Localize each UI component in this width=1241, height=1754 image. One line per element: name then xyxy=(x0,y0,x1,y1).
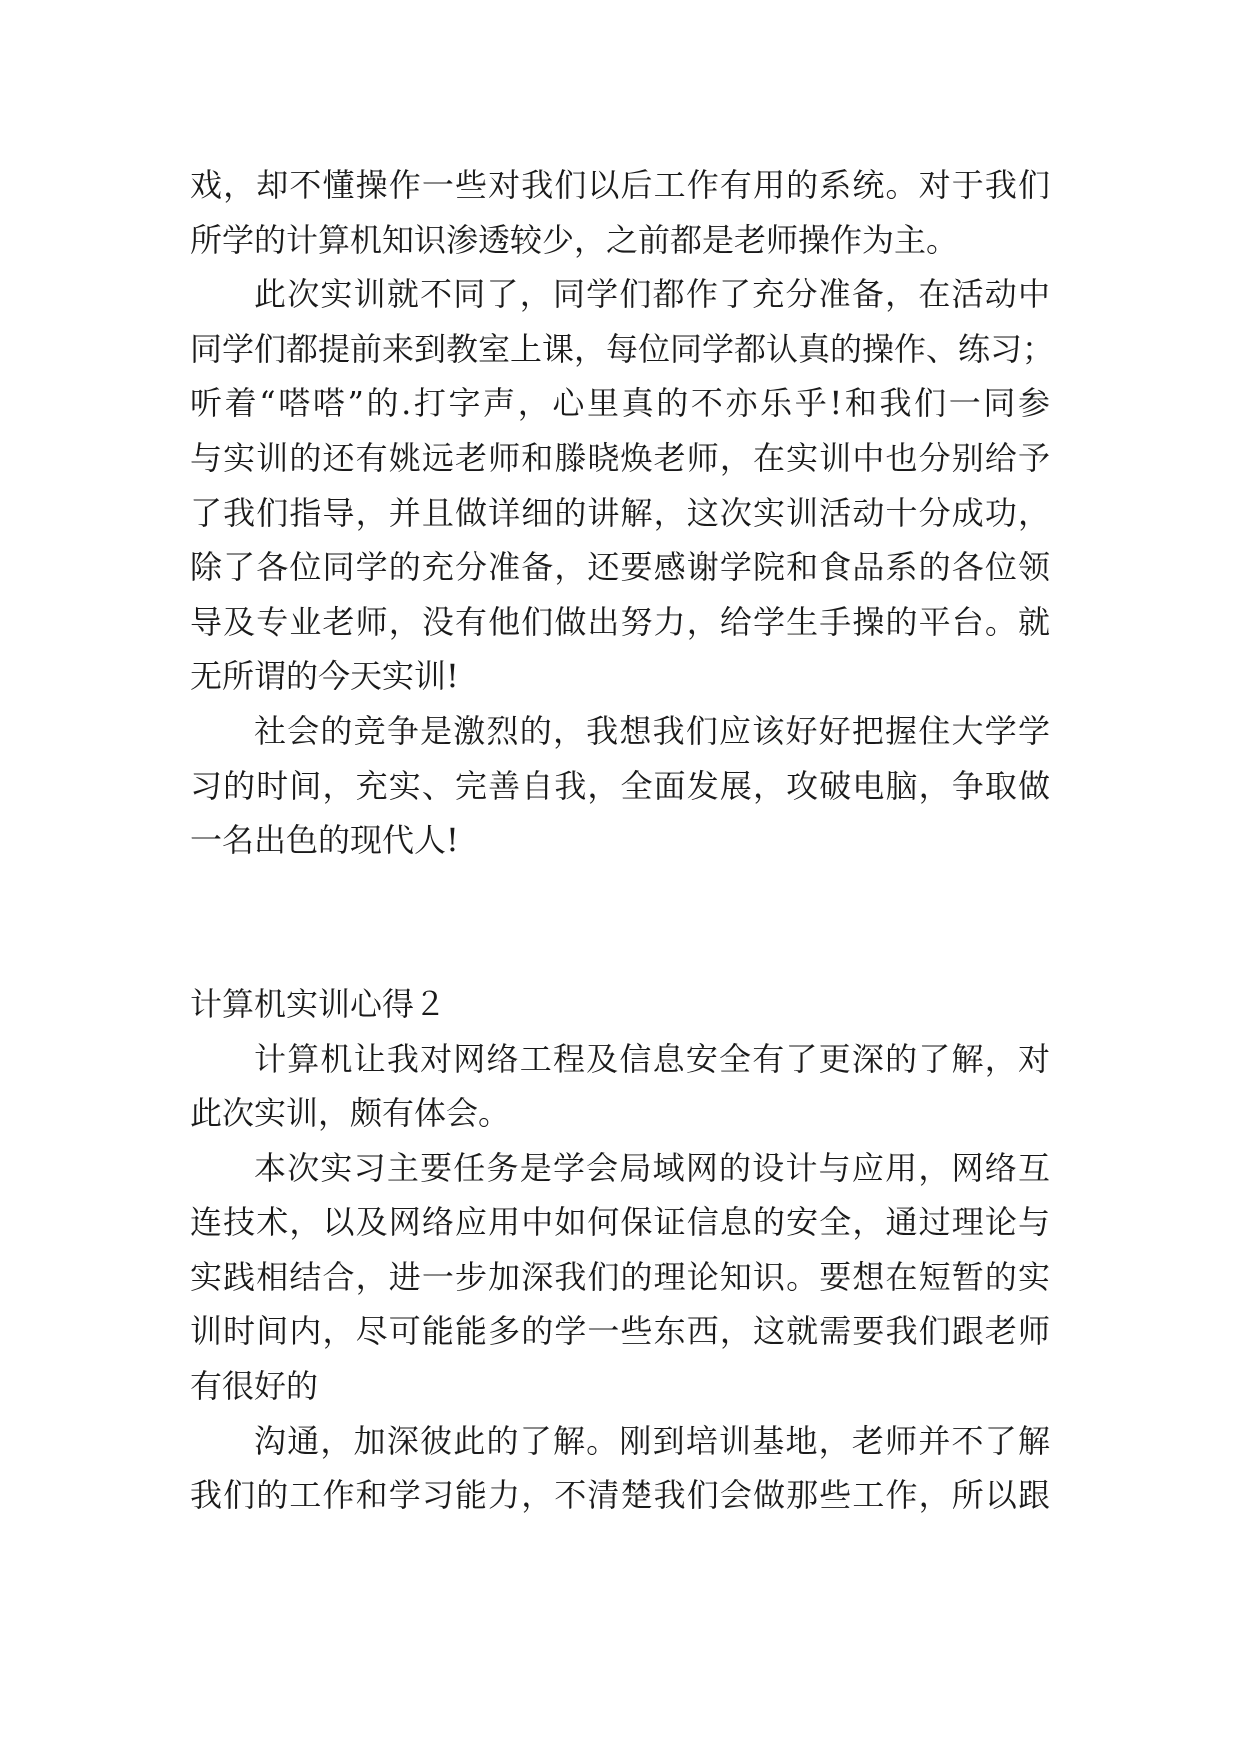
text-line: 了我们指导，并且做详细的讲解，这次实训活动十分成功， xyxy=(190,493,1050,532)
section-2-paragraphs xyxy=(190,1032,1050,1523)
section-1-paragraphs xyxy=(190,158,1055,868)
section-spacer xyxy=(190,868,1050,977)
text-line: 同学们都提前来到教室上课，每位同学都认真的操作、练习； xyxy=(190,329,1055,368)
text-line: 听着“嗒嗒”的.打字声，心里真的不亦乐乎!和我们一同参 xyxy=(190,384,1050,423)
text-line: 此次实训就不同了，同学们都作了充分准备，在活动中 xyxy=(254,275,1050,314)
text-line: 有很好的 xyxy=(190,1367,319,1406)
text-line: 与实训的还有姚远老师和滕晓焕老师，在实训中也分别给予 xyxy=(190,438,1050,477)
text-line: 计算机让我对网络工程及信息安全有了更深的了解，对 xyxy=(254,1039,1050,1078)
text-line: 戏，却不懂操作一些对我们以后工作有用的系统。对于我们 xyxy=(190,166,1050,204)
text-line: 训时间内，尽可能能多的学一些东西，这就需要我们跟老师 xyxy=(190,1312,1050,1351)
text-line: 除了各位同学的充分准备，还要感谢学院和食品系的各位领 xyxy=(190,548,1050,587)
text-line: 一名出色的现代人! xyxy=(190,821,459,860)
text-line: 导及专业老师，没有他们做出努力，给学生手操的平台。就 xyxy=(190,602,1050,641)
text-line: 无所谓的今天实训! xyxy=(190,657,459,696)
text-line: 此次实训，颇有体会。 xyxy=(190,1094,511,1133)
text-line: 所学的计算机知识渗透较少，之前都是老师操作为主。 xyxy=(190,220,959,259)
text-line: 社会的竞争是激烈的，我想我们应该好好把握住大学学 xyxy=(254,711,1050,750)
text-line: 习的时间，充实、完善自我，全面发展，攻破电脑，争取做 xyxy=(190,766,1050,805)
section-heading: 计算机实训心得２ xyxy=(190,984,447,1023)
document-body xyxy=(190,158,1055,1523)
text-line: 沟通，加深彼此的了解。刚到培训基地，老师并不了解 xyxy=(254,1421,1050,1460)
text-line: 本次实习主要任务是学会局域网的设计与应用，网络互 xyxy=(254,1148,1050,1187)
text-line: 实践相结合，进一步加深我们的理论知识。要想在短暂的实 xyxy=(190,1257,1050,1296)
text-line: 我们的工作和学习能力，不清楚我们会做那些工作，所以跟 xyxy=(190,1476,1050,1515)
text-line: 连技术，以及网络应用中如何保证信息的安全，通过理论与 xyxy=(190,1203,1050,1242)
